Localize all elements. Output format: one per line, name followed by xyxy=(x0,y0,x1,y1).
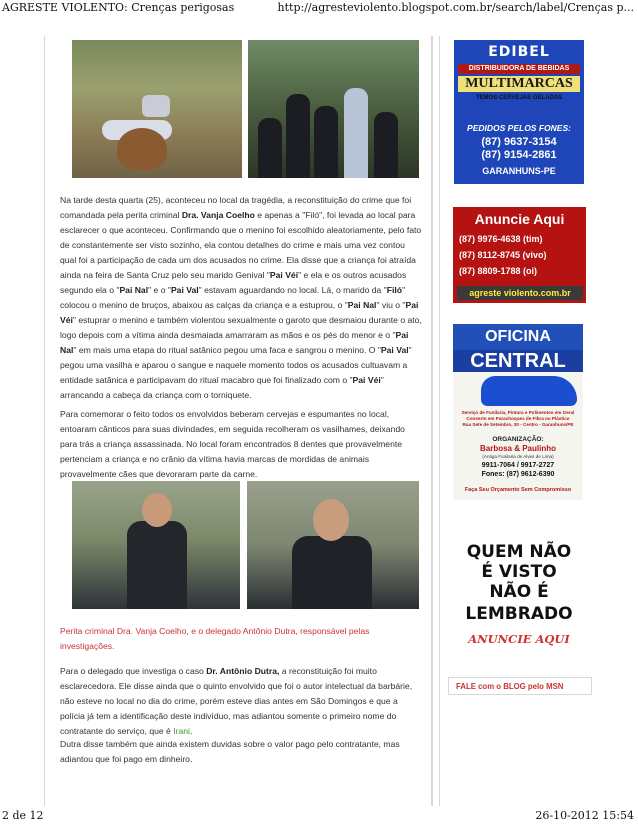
photo-figure xyxy=(344,88,368,178)
ad-phones xyxy=(458,136,580,162)
car-icon xyxy=(481,376,577,406)
perita-photo xyxy=(72,481,240,609)
ad-line: QUEM NÃO xyxy=(466,542,572,562)
irani-link[interactable]: Irani xyxy=(173,726,190,736)
photo-caption: Perita criminal Dra. Vanja Coelho, e o delegado Antônio Dutra, responsável pelas investigações. xyxy=(60,626,370,651)
photo-figure xyxy=(374,112,398,178)
ad-line: É VISTO xyxy=(481,562,557,582)
text-run: " e ela e os outros acusados segundo ela o " xyxy=(60,270,407,295)
paragraph-text: Dutra disse também que ainda existem duvidas sobre o valor pago pelo contratante, mas adiantou que foi pago em dinheiro. xyxy=(60,739,400,764)
article-paragraph-2 xyxy=(60,407,422,482)
oficina-central-ad[interactable] xyxy=(453,324,583,500)
ad-phone: 9911-7064 / 9917-2727 xyxy=(481,462,555,469)
ad-name: CENTRAL xyxy=(453,350,583,372)
ad-phone: (87) 9154-2861 xyxy=(481,149,557,161)
paragraph-text: Para comemorar o feito todos os envolvidos beberam cervejas e espumantes no local, entoaram cânticos para suas divindades, em seguida recolheram os vasilhames, deixando para trás a criança assassinada. No local foram encontrados 8 dentes que provavelmente pertenciam a criança e no crânio da vítima havia marcas de mordidas de animais provavelmente cães que devoraram parte da carne. xyxy=(60,409,405,479)
print-header xyxy=(0,0,638,16)
photo-figure xyxy=(286,94,310,178)
ad-org-note: (Antiga Funilaria de Alves de Lima) xyxy=(482,454,554,459)
name-alias: Pai Véi xyxy=(352,375,381,385)
ad-services-text: Serviço de Funilaria, Pintura e Polimentos em Geral Conserto em Parachoques de Fibra ou Plástico xyxy=(461,410,575,421)
photo-head xyxy=(142,493,172,527)
ad-title: OFICINA xyxy=(453,324,583,350)
ad-city: GARANHUNS-PE xyxy=(482,166,556,176)
anuncie-aqui-ad[interactable] xyxy=(453,207,586,303)
edibel-ad[interactable] xyxy=(454,40,584,184)
ad-small-text: TEMOS CERVEJAS GELADAS xyxy=(475,95,563,101)
ad-address: Rua Sete de Setembro, 30 - Centro - Garanhuns/PE xyxy=(462,422,574,427)
ad-services xyxy=(455,410,581,428)
photo-figure xyxy=(314,106,338,178)
delegado-photo xyxy=(247,481,419,609)
text-run: Na tarde desta quarta (25), aconteceu no local da tragédia, a reconstituição do crime que foi comandada pela perita criminal xyxy=(60,195,412,220)
text-run: " em mais uma etapa do ritual satânico pegou uma faca e sangrou o menino. O " xyxy=(73,345,381,355)
photo-head xyxy=(313,499,349,541)
print-timestamp: 26-10-2012 15:54 xyxy=(535,809,634,822)
name-alias: Pai Val xyxy=(170,285,199,295)
print-page-title: AGRESTE VIOLENTO: Crenças perigosas xyxy=(2,1,235,14)
text-run: " e o " xyxy=(148,285,171,295)
name-alias: Pai Nal xyxy=(60,330,409,355)
sidebar-divider xyxy=(439,36,440,806)
ad-tagline: DISTRIBUIDORA DE BEBIDAS xyxy=(458,64,580,74)
name-alias: Pai Véi xyxy=(269,270,299,280)
article-paragraph-1 xyxy=(60,193,422,403)
ad-phone: (87) 8809-1788 (oi) xyxy=(459,266,538,276)
ad-brand: EDIBEL xyxy=(488,44,550,60)
article-paragraph-4 xyxy=(60,737,422,767)
name-alias: Pai Val xyxy=(380,345,409,355)
text-run: e apenas a "Filó", foi levada ao local para esclarecer o que aconteceu. Confirmando que o menino foi escolhido aleatoriamente, pelo fato de constantemente ser visto sozinho, ela contou detalhes do crime e mais uma vez contou qual foi a participação de cada um dos acusados no crime. Ela disse que a criança foi atraída ainda na feira de Santa Cruz pelo seu marido Genival " xyxy=(60,210,422,280)
ad-multimarcas: MULTIMARCAS xyxy=(458,76,580,92)
ad-line: LEMBRADO xyxy=(465,604,573,624)
ad-line: NÃO É xyxy=(489,582,549,602)
name-alias: Pai Nal xyxy=(347,300,377,310)
ad-org: Barbosa & Paulinho xyxy=(479,444,556,453)
quem-nao-e-visto-ad[interactable] xyxy=(454,524,584,656)
ad-phone: (87) 8112-8745 (vivo) xyxy=(459,250,547,260)
print-page-url: http://agresteviolento.blogspot.com.br/search/label/Crenças p... xyxy=(277,1,634,14)
photo-torso xyxy=(127,521,187,609)
name-alias: Pai Véi xyxy=(60,300,419,325)
print-footer xyxy=(0,809,638,825)
text-run: " arrancando a cabeça da criança com o torniquete. xyxy=(60,375,384,400)
ad-title: Anuncie Aqui xyxy=(474,211,565,227)
ad-phones xyxy=(459,231,583,279)
article-paragraph-3 xyxy=(60,664,422,739)
text-run: " estuprar o menino e também violentou sexualmente o garoto que desmaiou durante o ato, logo depois com a vítima ainda desmaiada amarraram as mãos e os pés do menor e o " xyxy=(60,315,422,340)
ad-phone: Fones: (87) 9612-6390 xyxy=(481,471,555,478)
name-alias: Filó xyxy=(386,285,403,295)
text-run: " viu o " xyxy=(376,300,406,310)
text-run: " pegou uma vasilha e aparou o sangue e naquele momento todos os acusados cultuavam a entidade satânica e participavam do ritual macabro que foi finalizado com o " xyxy=(60,345,412,385)
text-run: " colocou o menino de bruços, abaixou as calças da criança e a estuprou, o " xyxy=(60,285,406,310)
photo-torso xyxy=(292,536,372,609)
photo-figure xyxy=(258,118,282,178)
ad-cta: ANUNCIE AQUI xyxy=(468,632,570,646)
text-run: Para o delegado que investiga o caso xyxy=(60,666,207,676)
photo-bag xyxy=(142,95,170,117)
ad-org-label: ORGANIZAÇÃO: xyxy=(492,436,544,443)
photo-stump xyxy=(117,128,167,170)
text-run: " estavam aguardando no local. Lá, o marido da " xyxy=(198,285,387,295)
name-delegado: Dr. Antônio Dutra, xyxy=(206,666,280,676)
name-perita: Dra. Vanja Coelho xyxy=(181,210,255,220)
crime-scene-photo xyxy=(72,40,242,178)
text-run: a reconstituição foi muito esclarecedora. Ele disse ainda que o quinto envolvido que foi o autor intelectual da barbárie, não esteve no local no dia do crime, porém esteve dias antes em São Domingos e que a polícia já tem a identificação deste indivíduo, mas adiantou somente o primeiro nome do contratante do serviço, que é xyxy=(60,666,413,736)
ad-pedidos: PEDIDOS PELOS FONES: xyxy=(467,123,571,133)
page-number: 2 de 12 xyxy=(2,809,44,822)
ad-cta: Faça Seu Orçamento Sem Compromisso xyxy=(464,487,572,493)
name-alias: Pai Nal xyxy=(119,285,149,295)
ad-phone: (87) 9976-4638 (tim) xyxy=(459,234,543,244)
msn-widget-title: FALE com o BLOG pelo MSN xyxy=(448,677,592,695)
text-run: . xyxy=(189,726,193,736)
ad-phones xyxy=(455,461,581,479)
ad-phone: (87) 9637-3154 xyxy=(481,136,557,148)
ad-site: agreste violento.com.br xyxy=(457,286,583,300)
police-crowd-photo xyxy=(248,40,419,178)
